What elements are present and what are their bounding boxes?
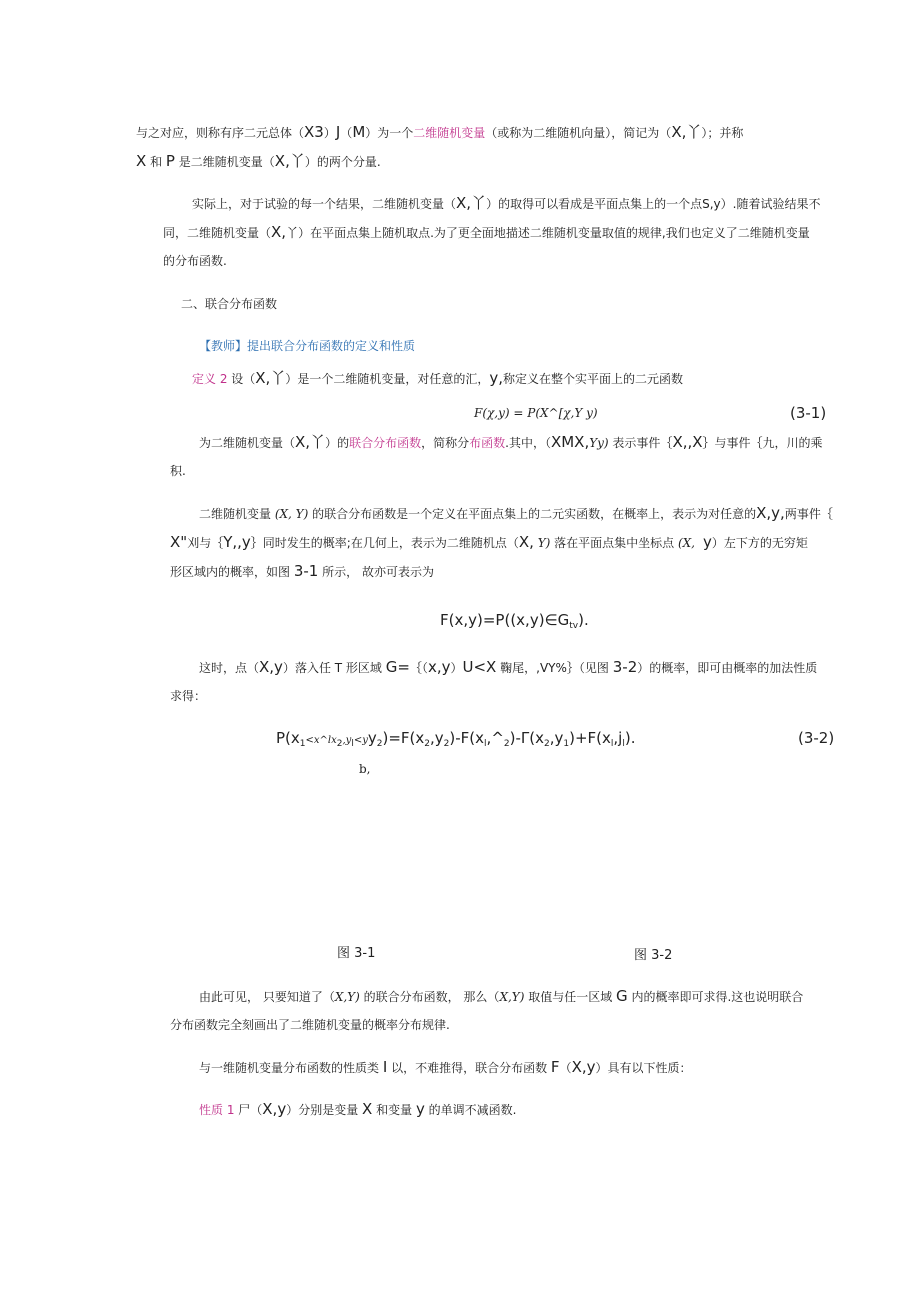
- text: ）分别是变量: [286, 1103, 363, 1117]
- text: 所示， 故亦可表示为: [318, 565, 434, 579]
- text: X,丫: [274, 152, 305, 170]
- definition-label: 定义 2: [192, 372, 228, 386]
- text: 3-1: [293, 562, 319, 580]
- text: Yy): [589, 436, 609, 450]
- text: 设（: [227, 372, 256, 386]
- text: )+F(x: [569, 729, 611, 747]
- text: 和: [146, 155, 166, 169]
- text: x,y: [427, 658, 451, 676]
- text: P(x: [276, 729, 300, 747]
- highlight-term: 布函数: [469, 436, 506, 450]
- text-line: 分布函数完全刻画出了二维随机变量的概率分布规律.: [170, 1018, 450, 1032]
- text: ）为一个: [365, 126, 414, 140]
- text: <y: [353, 735, 368, 746]
- text: X3: [304, 123, 324, 141]
- text: F: [550, 1058, 560, 1076]
- text-line: 积.: [170, 464, 186, 478]
- text: Y): [533, 536, 551, 550]
- property-label: 性质 1: [199, 1103, 235, 1117]
- text: X,: [271, 223, 287, 241]
- text: <x^lx: [305, 735, 337, 746]
- section-heading: 二、联合分布函数: [181, 297, 278, 311]
- text: 的联合分布函数， 那么（: [359, 990, 500, 1004]
- text: 实际上，对于试验的每一个结果，二维随机变量（: [192, 197, 457, 211]
- text: G: [616, 987, 628, 1005]
- text: X,y: [259, 658, 283, 676]
- text-line: [163, 251, 227, 271]
- text: 2: [543, 739, 550, 749]
- text: ）: [450, 661, 463, 675]
- text: tv: [569, 621, 579, 631]
- text: X,丫: [255, 369, 286, 387]
- text: 2: [376, 739, 383, 749]
- text: 内的概率即可求得.这也说明联合: [627, 990, 804, 1004]
- text: ）的概率，即可由概率的加法性质: [637, 661, 818, 675]
- highlight-term: 联合分布函数: [349, 436, 422, 450]
- text-line: [136, 122, 743, 143]
- text: ｝同时发生的概率;在几何上，表示为二维随机点（: [250, 536, 519, 550]
- text: 以，不难推得，联合分布函数: [387, 1061, 551, 1075]
- text: 2: [503, 739, 510, 749]
- text: y: [415, 1100, 425, 1118]
- text: 与之对应，则称有序二元总体（: [136, 126, 305, 140]
- text: U<X: [462, 658, 497, 676]
- text-line: [199, 1057, 692, 1078]
- text: 刈与｛: [187, 536, 224, 550]
- text: 鞠尾，: [496, 661, 537, 675]
- text-line: [199, 503, 833, 524]
- text: ）的: [325, 436, 350, 450]
- text: (X, Y): [274, 507, 309, 521]
- text-line: [136, 151, 381, 172]
- text: )-F(x: [449, 729, 485, 747]
- text: ,j: [613, 729, 623, 747]
- text: )=F(x: [382, 729, 425, 747]
- text: 1: [563, 739, 570, 749]
- text: 的分布函数.: [163, 254, 227, 268]
- text: X,Y): [334, 990, 360, 1004]
- text: .其中，（: [505, 436, 551, 450]
- text: X,y,: [756, 504, 785, 522]
- text: 的单调不减函数.: [424, 1103, 517, 1117]
- text: ）左下方的无穷矩: [711, 536, 808, 550]
- text: ,^: [486, 729, 504, 747]
- text: 由此可见， 只要知道了（: [199, 990, 335, 1004]
- figure-caption-3-1: 图 3-1: [337, 946, 376, 961]
- text: X,丫: [456, 194, 487, 212]
- text: 称定义在整个实平面上的二元函数: [503, 372, 684, 386]
- text: ).: [578, 611, 589, 629]
- text: I: [382, 1058, 388, 1076]
- text-line: [199, 657, 817, 678]
- text: X: [362, 1100, 373, 1118]
- equation-3-1: F(χ,y) = P(X^[χ,Y y): [474, 406, 598, 420]
- text: ｝与事件｛九，川的乘: [702, 436, 823, 450]
- text: X,,X: [672, 433, 703, 451]
- text: M: [352, 123, 366, 141]
- text: ）落入任 T 形区域: [282, 661, 386, 675]
- text: X,y: [262, 1100, 287, 1118]
- text: G=: [385, 658, 410, 676]
- stray-mark: b,: [359, 762, 371, 776]
- text: F(x,y)=P((x,y)∈G: [440, 611, 570, 629]
- text: 二维随机变量: [199, 507, 275, 521]
- text: X,Y): [499, 990, 525, 1004]
- highlight-term: 二维随机变量: [413, 126, 486, 140]
- text: )-Γ(x: [509, 729, 544, 747]
- equation-number: (3-2): [798, 729, 835, 747]
- text: P: [165, 152, 175, 170]
- text: y: [702, 533, 712, 551]
- text: S,y: [702, 197, 721, 211]
- text: ）: [323, 126, 336, 140]
- equation-joint-cdf: [440, 610, 589, 636]
- text: ).: [624, 729, 636, 747]
- text: 3-2: [612, 658, 638, 676]
- definition-2: [192, 368, 683, 389]
- figure-caption-3-2: 图 3-2: [634, 948, 673, 963]
- text: 尸（: [234, 1103, 263, 1117]
- text: y,: [489, 369, 503, 387]
- text: ，简称分: [421, 436, 470, 450]
- text: 和变量: [372, 1103, 416, 1117]
- text: X,y: [571, 1058, 596, 1076]
- text: X: [136, 152, 147, 170]
- text-line: [170, 532, 808, 553]
- text: l: [610, 739, 614, 749]
- text: ）的两个分量.: [304, 155, 381, 169]
- text: y: [367, 729, 377, 747]
- text: 是二维随机变量（: [174, 155, 275, 169]
- property-1: [199, 1099, 516, 1120]
- text: ,VY%: [536, 661, 567, 675]
- text: ）的取得可以看成是平面点集上的一个点: [486, 197, 703, 211]
- text: ,y: [342, 735, 352, 746]
- text: （或称为二维随机向量），简记为（: [485, 126, 672, 140]
- text-line: [163, 222, 810, 243]
- text: 2: [336, 739, 343, 749]
- text: X": [170, 533, 188, 551]
- text: J: [335, 123, 341, 141]
- text: ｛（: [409, 661, 428, 675]
- text: 1: [299, 739, 306, 749]
- text: 两事件｛: [784, 507, 833, 521]
- text: 形区域内的概率，如图: [170, 565, 294, 579]
- text: 落在平面点集中坐标点: [550, 536, 678, 550]
- text: 与一维随机变量分布函数的性质类: [199, 1061, 383, 1075]
- text: ,y: [430, 729, 444, 747]
- text-line: [199, 432, 823, 453]
- text: (X,: [677, 536, 695, 550]
- text: 这时，点（: [199, 661, 260, 675]
- text: X,丫: [671, 123, 702, 141]
- text: l: [351, 739, 354, 749]
- text-line: [170, 561, 434, 582]
- text: 同，二维随机变量（: [163, 226, 272, 240]
- text: ）；并称: [701, 126, 744, 140]
- text: ）具有以下性质：: [595, 1061, 692, 1075]
- text: 取值与任一区域: [524, 990, 617, 1004]
- equation-number: (3-1): [790, 404, 827, 422]
- text: X,丫: [295, 433, 326, 451]
- text: X,: [518, 533, 534, 551]
- text: ）.随着试验结果不: [720, 197, 821, 211]
- text-line: [192, 193, 820, 214]
- text: （: [559, 1061, 572, 1075]
- text: Y,,y: [223, 533, 251, 551]
- text: l: [484, 739, 487, 749]
- text: 表示事件｛: [608, 436, 673, 450]
- teacher-note: 【教师】提出联合分布函数的定义和性质: [199, 339, 416, 353]
- equation-3-2: [276, 728, 635, 754]
- text: XMX,: [550, 433, 590, 451]
- text: ｝（见图: [566, 661, 613, 675]
- text-line: [199, 986, 803, 1007]
- text: （: [340, 126, 353, 140]
- text: 为二维随机变量（: [199, 436, 296, 450]
- text-line: 求得：: [170, 689, 207, 703]
- text: 2: [443, 739, 450, 749]
- text: ）是一个二维随机变量，对任意的汇，: [285, 372, 490, 386]
- text: 丫）在平面点集上随机取点.为了更全面地描述二维随机变量取值的规律,我们也定义了二维随机变量: [286, 226, 810, 240]
- text: l: [622, 739, 625, 749]
- text: ,y: [549, 729, 564, 747]
- text: 2: [424, 739, 431, 749]
- text: 的联合分布函数是一个定义在平面点集上的二元实函数，在概率上，表示为对任意的: [308, 507, 757, 521]
